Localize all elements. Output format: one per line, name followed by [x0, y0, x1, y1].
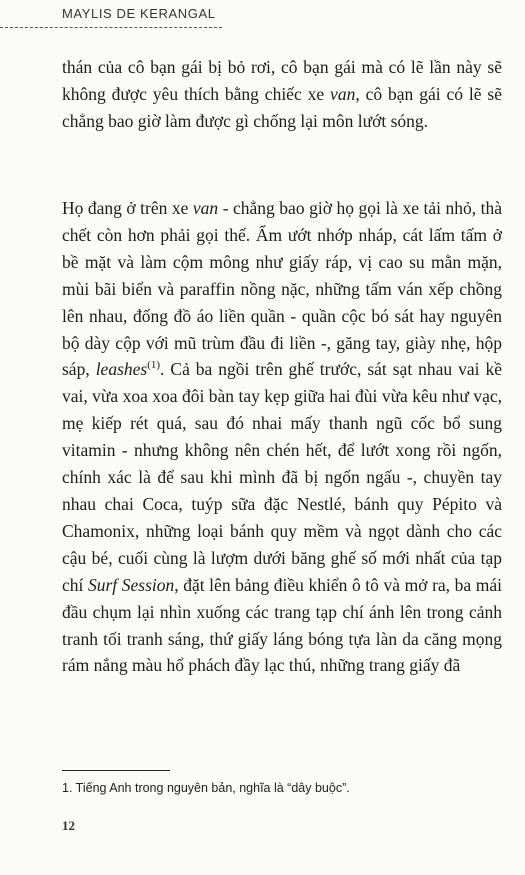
paragraph-2-text-b: - chẳng bao giờ họ gọi là xe tải nhỏ, thà chết còn hơn phải gọi thế. Ẩm ướt nhớp nháp, cát lấm tấm ở bề mặt và làm cộm mông như giấy ráp, vị cao su mằn mặn, mùi bãi biển và paraffin nồng nặc, những tấm ván xếp chồng lên nhau, đống đồ áo liền quần - quần cộc bó sát hay nguyên bộ dày cộp với mũ trùm đầu đi liền -, găng tay, giày nhẹ, hộp sáp, [62, 198, 502, 380]
paragraph-2-text-d: , đặt lên bảng điều khiển ô tô và mở ra, ba mái đầu chụm lại nhìn xuống các trang tạp chí ánh lên trong cảnh tranh tối tranh sáng, thứ giấy láng bóng tựa làn da căng mọng rám nắng màu hổ phách đầy lạc thú, những trang giấy đã [62, 574, 502, 676]
paragraph-2-emphasis-magazine: Surf Session [87, 574, 175, 595]
page-number: 12 [62, 818, 75, 833]
paragraph-1-text-a: thán của cô bạn gái bị bỏ rơi, cô bạn gái mà có lẽ lần này sẽ không được yêu thích bằng chiếc xe [62, 57, 502, 104]
paragraph-1-emphasis: van [330, 83, 356, 104]
paragraph-2-text-c: . Cả ba ngồi trên ghế trước, sát sạt nhau vai kề vai, vừa xoa xoa đôi bàn tay kẹp giữa hai đùi vừa kêu như vạc, mẹ kiếp rét quá, sau đó nhai mấy thanh ngũ cốc bổ sung vitamin - nhưng không nên chén hết, để lướt xong rồi ngốn, chính xác là để sau khi mình đã bị ngốn ngấu -, chuyền tay nhau chai Coca, tuýp sữa đặc Nestlé, bánh quy Pépito và Chamonix, những loại bánh quy mềm và ngọt dành cho các cậu bé, cuối cùng là lượm dưới băng ghế số mới nhất của tạp chí [62, 359, 503, 595]
footnote-rule [62, 770, 170, 771]
header-rule [0, 27, 222, 28]
paragraph-2-text-a: Họ đang ở trên xe [62, 198, 193, 218]
footnote-marker: (1) [147, 359, 161, 372]
paragraph-1-text-b: , cô bạn gái có lẽ sẽ chẳng bao giờ làm được gì chống lại môn lướt sóng. [62, 83, 503, 131]
footnote: 1. Tiếng Anh trong nguyên bản, nghĩa là “dây buộc”. [62, 781, 350, 795]
running-header: MAYLIS DE KERANGAL [62, 6, 216, 21]
paragraph-2-emphasis-leashes: leashes [95, 359, 148, 380]
paragraph-2 [62, 195, 502, 679]
paragraph-2-emphasis-van: van [192, 198, 219, 218]
paragraph-1 [62, 54, 502, 135]
